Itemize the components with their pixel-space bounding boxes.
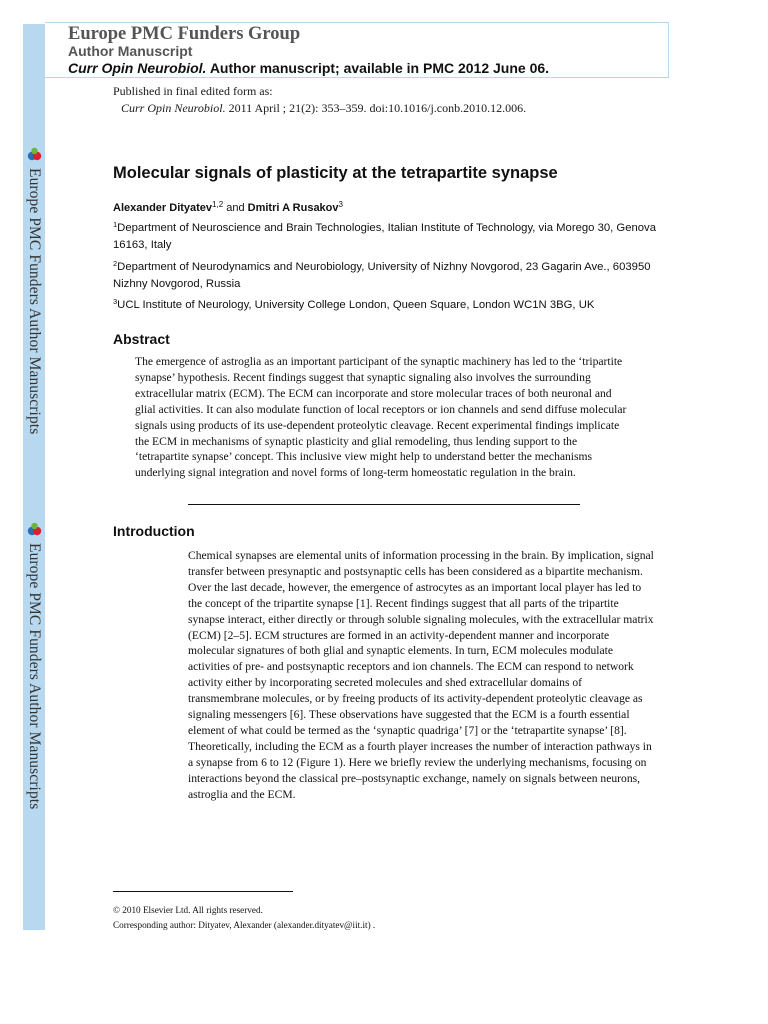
- author-conjunction: and: [223, 202, 248, 214]
- author-list: [113, 202, 343, 214]
- author-name: Dmitri A Rusakov: [247, 202, 339, 214]
- abstract-text: The emergence of astroglia as an important participant of the synaptic machinery has led to the ‘tripartite synapse’ hypothesis. Recent findings suggest that synaptic signaling also involves the surrounding extracellular matrix (ECM). The ECM can incorporate and store molecular traces of both neuronal and glial activities. It can also modulate function of local receptors or ion channels and send diffuse molecular signals using products of its use-dependent proteolytic cleavage. Recent experimental findings implicate the ECM in mechanisms of synaptic plasticity and glial remodeling, thus lending support to the ‘tetrapartite synapse’ concept. This inclusive view might help to understand better the mechanisms underlying signal integration and novel forms of long-term homeostatic regulation in the brain.: [135, 355, 627, 480]
- author-affiliation-ref: 3: [338, 200, 343, 209]
- affiliation: [113, 259, 663, 293]
- citation-text[interactable]: 2011 April ; 21(2): 353–359. doi:10.1016/j.conb.2010.12.006.: [225, 101, 527, 115]
- europe-pmc-logo-icon: [27, 522, 42, 537]
- divider: [188, 504, 580, 505]
- affiliation: [113, 220, 663, 254]
- published-journal: Curr Opin Neurobiol.: [121, 101, 226, 115]
- published-citation: [121, 101, 526, 116]
- abstract-heading: Abstract: [113, 331, 170, 347]
- affiliation-number: 3: [113, 297, 118, 306]
- author-affiliation-ref: 1,2: [212, 200, 224, 209]
- affiliation-number: 2: [113, 259, 118, 268]
- article-title: Molecular signals of plasticity at the tetrapartite synapse: [113, 164, 558, 182]
- affiliation-text: Department of Neurodynamics and Neurobiology, University of Nizhny Novgorod, 23 Gagarin Ave., 603950 Nizhny Novgorod, Russia: [113, 261, 651, 290]
- copyright-note: © 2010 Elsevier Ltd. All rights reserved.: [113, 905, 263, 915]
- manuscript-type: Author Manuscript: [68, 43, 193, 59]
- europe-pmc-logo-icon: [27, 147, 42, 162]
- funders-group-title: Europe PMC Funders Group: [68, 24, 301, 44]
- author-name: Alexander Dityatev: [113, 202, 213, 214]
- published-label: Published in final edited form as:: [113, 84, 273, 98]
- availability-text: Author manuscript; available in PMC 2012 June 06.: [206, 60, 550, 76]
- corresponding-author-note: Corresponding author: Dityatev, Alexander (alexander.dityatev@iit.it) .: [113, 920, 376, 930]
- introduction-heading: Introduction: [113, 523, 195, 539]
- affiliation-number: 1: [113, 220, 118, 229]
- footnote-divider: [113, 891, 293, 892]
- journal-availability: [68, 60, 549, 76]
- affiliation: [113, 297, 663, 314]
- affiliation-text: UCL Institute of Neurology, University College London, Queen Square, London WC1N 3BG, UK: [117, 299, 595, 311]
- journal-abbrev: Curr Opin Neurobiol.: [68, 60, 207, 76]
- introduction-text: Chemical synapses are elemental units of information processing in the brain. By implication, signal transfer between presynaptic and postsynaptic cells has been considered as a bipartite mechanism. Over the last decade, however, the emergence of astrocytes as an important local player has led to the concept of the tripartite synapse [1]. Recent findings suggest that all parts of the tripartite synapse interact, either directly or through soluble signaling molecules, with the extracellular matrix (ECM) [2–5]. ECM structures are formed in an activity-dependent manner and incorporate molecular signatures of both glial and synaptic elements. In turn, ECM molecules modulate activities of pre- and postsynaptic receptors and ion channels. The ECM can respond to network activity either by incorporating secreted molecules and shed extracellular domains of transmembrane molecules, or by freeing products of its activity-dependent proteolytic cleavage as signaling messengers [6]. These observations have suggested that the ECM is a fourth essential element of what could be termed as the ‘synaptic quadriga’ [7] or the ‘tetrapartite synapse’ [8]. Theoretically, including the ECM as a fourth player increases the number of interaction pathways in a synapse from 6 to 12 (Figure 1). Here we briefly review the underlying mechanisms, focusing on interactions beyond the classical pre–postsynaptic exchange, namely on signals between neurons, astroglia and the ECM.: [188, 549, 654, 801]
- affiliation-text: Department of Neuroscience and Brain Technologies, Italian Institute of Technology, via Morego 30, Genova 16163, Italy: [113, 222, 656, 251]
